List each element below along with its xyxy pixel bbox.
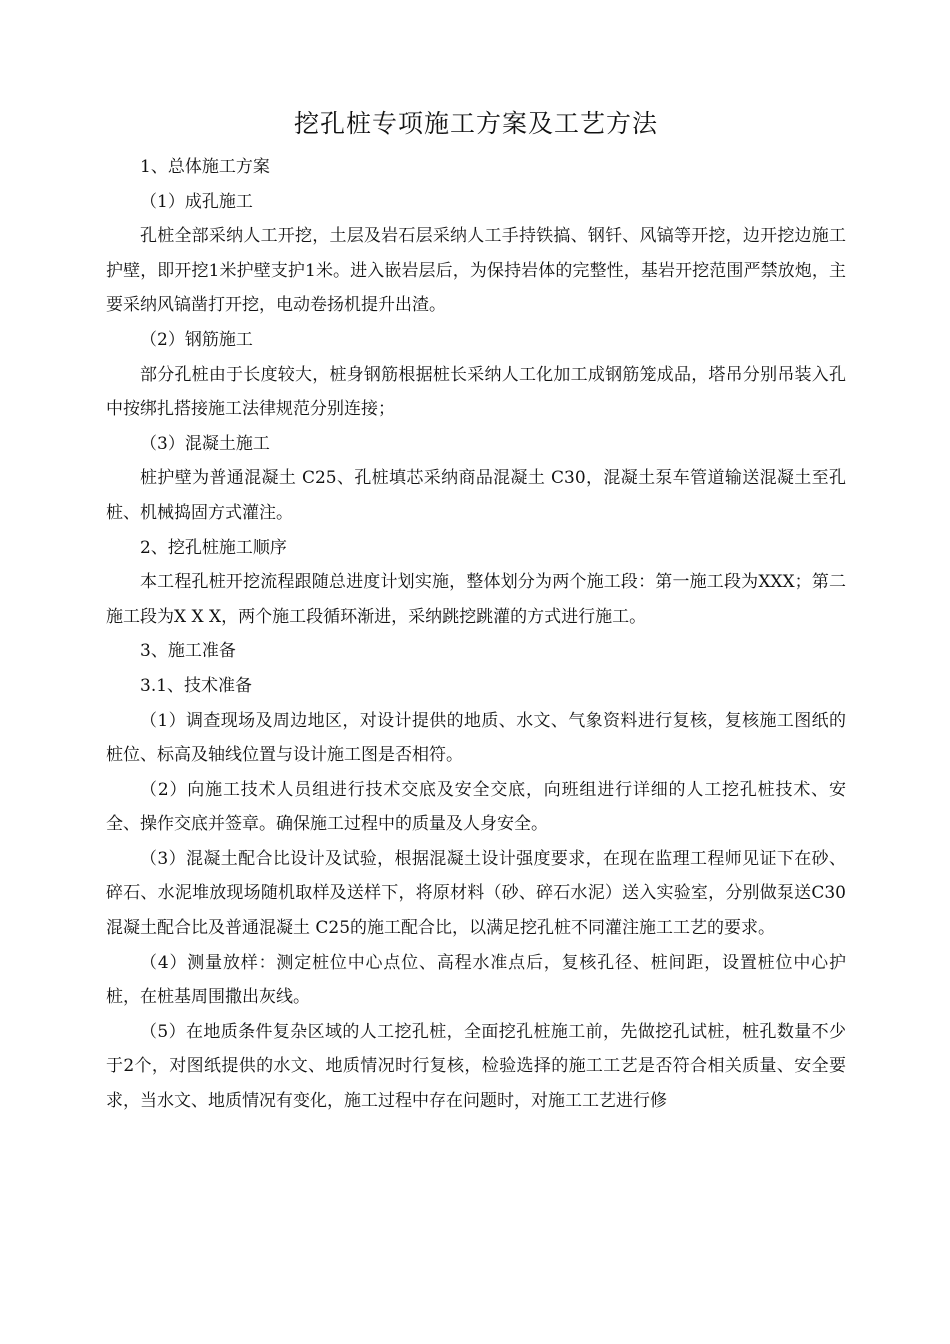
paragraph-prep-item-5: （5）在地质条件复杂区域的人工挖孔桩，全面挖孔桩施工前，先做挖孔试桩，桩孔数量不少于2个，对图纸提供的水文、地质情况时行复核，检验选择的施工工艺是否符合相关质量、安全要求，当水文、地质情况有变化，施工过程中存在问题时，对施工工艺进行修	[106, 1021, 846, 1112]
paragraph-prep-item-4: （4）测量放样：测定桩位中心点位、高程水准点后，复核孔径、桩间距，设置桩位中心护桩，在桩基周围撒出灰线。	[106, 952, 846, 1008]
subsection-heading-technical-prep: 3.1、技术准备	[140, 675, 253, 696]
paragraph-prep-item-3: （3）混凝土配合比设计及试验，根据混凝土设计强度要求，在现在监理工程师见证下在砂、碎石、水泥堆放现场随机取样及送样下，将原材料（砂、碎石水泥）送入实验室，分别做泵送C30混凝土配合比及普通混凝土 C25的施工配合比，以满足挖孔桩不同灌注施工工艺的要求。	[106, 848, 846, 939]
subsection-heading-rebar: （2）钢筋施工	[140, 329, 253, 350]
section-heading-sequence: 2、挖孔桩施工顺序	[140, 537, 287, 558]
paragraph-sequence: 本工程孔桩开挖流程跟随总进度计划实施，整体划分为两个施工段：第一施工段为XXX；第二施工段为X X X，两个施工段循环渐进，采纳跳挖跳灌的方式进行施工。	[106, 572, 846, 627]
subsection-heading-concrete: （3）混凝土施工	[140, 433, 270, 454]
paragraph-prep-item-2: （2）向施工技术人员组进行技术交底及安全交底，向班组进行详细的人工挖孔桩技术、安全、操作交底并签章。确保施工过程中的质量及人身安全。	[106, 779, 846, 835]
paragraph-concrete: 桩护壁为普通混凝土 C25、孔桩填芯采纳商品混凝土 C30，混凝土泵车管道输送混凝土至孔桩、机械捣固方式灌注。	[106, 468, 846, 523]
section-heading-overall-plan: 1、总体施工方案	[140, 157, 270, 177]
section-heading-preparation: 3、施工准备	[140, 641, 236, 662]
paragraph-hole-forming: 孔桩全部采纳人工开挖，土层及岩石层采纳人工手持铁搞、钢钎、风镐等开挖，边开挖边施工护壁，即开挖1米护壁支护1米。进入嵌岩层后，为保持岩体的完整性，基岩开挖范围严禁放炮，主要采纳风镐凿打开挖，电动卷扬机提升出渣。	[106, 226, 846, 316]
paragraph-rebar: 部分孔桩由于长度较大，桩身钢筋根据桩长采纳人工化加工成钢筋笼成品，塔吊分别吊装入孔中按绑扎搭接施工法律规范分别连接；	[106, 364, 846, 420]
paragraph-prep-item-1: （1）调查现场及周边地区，对设计提供的地质、水文、气象资料进行复核，复核施工图纸的桩位、标高及轴线位置与设计施工图是否相符。	[106, 710, 846, 766]
document-title: 挖孔桩专项施工方案及工艺方法	[293, 109, 658, 138]
subsection-heading-hole-forming: （1）成孔施工	[140, 191, 253, 212]
